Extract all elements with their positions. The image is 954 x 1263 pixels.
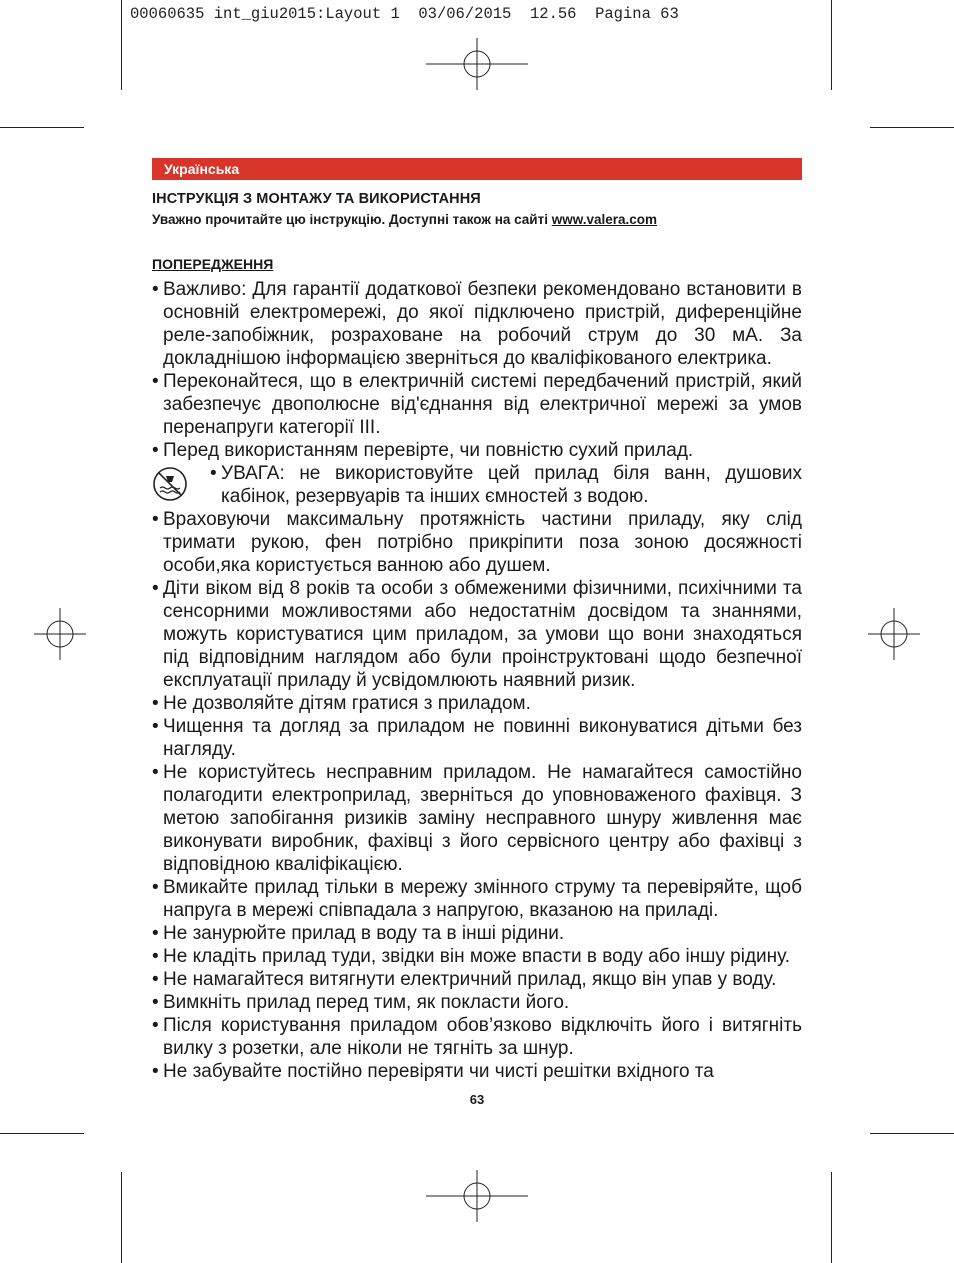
list-item: • Вмикайте прилад тільки в мережу змінного струму та перевіряйте, щоб напруга в мережі співпадала з напругою, вказаною на приладі. xyxy=(152,876,802,922)
registration-mark-icon xyxy=(426,1170,528,1222)
crop-mark xyxy=(831,1172,832,1263)
list-item: • Не дозволяйте дітям гратися з приладом. xyxy=(152,692,802,715)
printer-slug: 00060635 int_giu2015:Layout 1 03/06/2015 12.56 Pagina 63 xyxy=(130,5,679,23)
list-item: • Враховуючи максимальну протяжність частини приладу, яку слід тримати рукою, фен потрібно прикріпити поза зоною досяжності особи,яка користується ванною або душем. xyxy=(152,508,802,577)
list-item: • Вимкніть прилад перед тим, як покласти його. xyxy=(152,991,802,1014)
warnings-heading: ПОПЕРЕДЖЕННЯ xyxy=(152,256,274,272)
registration-mark-icon xyxy=(426,38,528,90)
page-number: 63 xyxy=(469,1092,485,1107)
crop-mark xyxy=(0,1133,84,1134)
warning-row xyxy=(152,462,802,508)
list-item: • Не кладіть прилад туди, звідки він може впасти в воду або іншу рідину. xyxy=(152,945,802,968)
list-item: • Переконайтеся, що в електричній системі передбачений пристрій, який забезпечує двополюсне від'єднання від електричної мережі за умов перенапруги категорії III. xyxy=(152,370,802,439)
subtitle-text: Уважно прочитайте цю інструкцію. Доступні також на сайті xyxy=(152,212,552,227)
crop-mark xyxy=(831,0,832,90)
list-item: • УВАГА: не використовуйте цей прилад біля ванн, душових кабінок, резервуарів та інших ємностей з водою. xyxy=(210,462,802,508)
crop-mark xyxy=(121,0,122,90)
list-item: • Не користуйтесь несправним приладом. Не намагайтеся самостійно полагодити електроприлад, зверніться до уповноваженого фахівця. З метою запобігання ризиків заміну несправного шнуру живлення має виконувати виробник, фахівці з його сервісного центру або фахівці з відповідною кваліфікацією. xyxy=(152,761,802,876)
no-water-use-icon xyxy=(152,466,188,502)
website-link[interactable]: www.valera.com xyxy=(551,212,658,227)
registration-mark-icon xyxy=(34,608,86,660)
crop-mark xyxy=(870,127,954,128)
language-bar: Українська xyxy=(152,158,802,180)
list-item: • Важливо: Для гарантії додаткової безпеки рекомендовано встановити в основній електромережі, до якої підключено пристрій, диференційне реле-запобіжник, розраховане на робочий струм до 30 мА. За докладнішою інформацією зверніться до кваліфікованого електрика. xyxy=(152,278,802,370)
crop-mark xyxy=(121,1172,122,1263)
registration-mark-icon xyxy=(868,608,920,660)
list-item: • Не намагайтеся витягнути електричний прилад, якщо він упав у воду. xyxy=(152,968,802,991)
list-item: • Чищення та догляд за приладом не повинні виконуватися дітьми без нагляду. xyxy=(152,715,802,761)
document-title: ІНСТРУКЦІЯ З МОНТАЖУ ТА ВИКОРИСТАННЯ xyxy=(152,191,481,207)
crop-mark xyxy=(0,127,84,128)
warnings-list xyxy=(152,278,802,1083)
list-item: • Не занурюйте прилад в воду та в інші рідини. xyxy=(152,922,802,945)
document-subtitle xyxy=(152,212,657,227)
list-item: • Не забувайте постійно перевіряти чи чисті решітки вхідного та xyxy=(152,1060,802,1083)
list-item: • Після користування приладом обов’язково відключіть його і витягніть вилку з розетки, але ніколи не тягніть за шнур. xyxy=(152,1014,802,1060)
list-item: • Перед використанням перевірте, чи повністю сухий прилад. xyxy=(152,439,802,462)
list-item: • Діти віком від 8 років та особи з обмеженими фізичними, психічними та сенсорними можливостями або недостатнім досвідом та знаннями, можуть користуватися цим приладом, за умови що вони знаходяться під відповідним наглядом або були проінструктовані щодо безпечної експлуатації приладу й усвідомлюють наявний ризик. xyxy=(152,577,802,692)
crop-mark xyxy=(870,1133,954,1134)
